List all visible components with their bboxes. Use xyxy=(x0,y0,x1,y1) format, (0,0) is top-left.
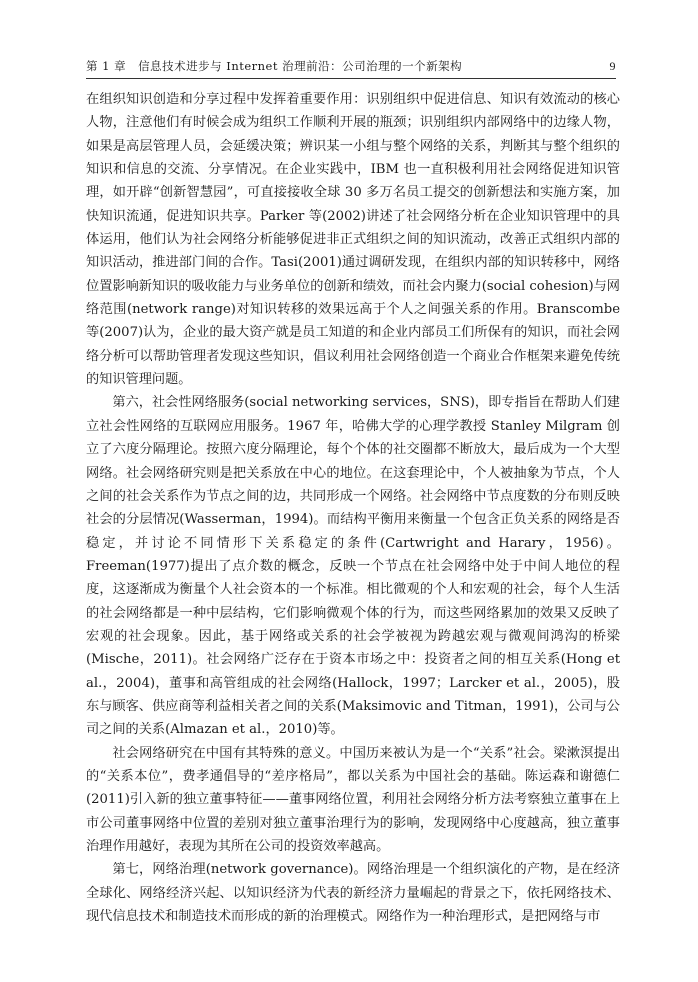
paragraph-1: 在组织知识创造和分享过程中发挥着重要作用：识别组织中促进信息、知识有效流动的核心人物，注意他们有时候会成为组织工作顺利开展的瓶颈；识别组织内部网络中的边缘人物，如果是高层管理人员，会延缓决策；辨识某一小组与整个网络的关系，判断其与整个组织的知识和信息的交流、分享情况。在企业实践中，IBM 也一直积极利用社会网络促进知识管理，如开辟“创新智慧园”，可直接接收全球 30 多万名员工提交的创新想法和实施方案，加快知识流通，促进知识共享。Parker 等(2002)讲述了社会网络分析在企业知识管理中的具体运用，他们认为社会网络分析能够促进非正式组织之间的知识流动，改善正式组织内部的知识活动，推进部门间的合作。Tasi(2001)通过调研发现，在组织内部的知识转移中，网络位置影响新知识的吸收能力与业务单位的创新和绩效，而社会内聚力(social cohesion)与网络范围(network range)对知识转移的效果远高于个人之间强关系的作用。Branscombe 等(2007)认为，企业的最大资产就是员工知道的和企业内部员工们所保有的知识，而社会网络分析可以帮助管理者发现这些知识，倡议利用社会网络创造一个商业合作框架来避免传统的知识管理问题。 xyxy=(86,92,620,388)
paragraph-3: 社会网络研究在中国有其特殊的意义。中国历来被认为是一个“关系”社会。梁漱溟提出的“关系本位”，费孝通倡导的“差序格局”，都以关系为中国社会的基础。陈运森和谢德仁(2011)引入新的独立董事特征——董事网络位置，利用社会网络分析方法考察独立董事在上市公司董事网络中位置的差别对独立董事治理行为的影响，发现网络中心度越高，独立董事治理作用越好，表现为其所在公司的投资效率越高。 xyxy=(86,745,620,854)
page-number: 9 xyxy=(609,59,616,73)
chapter-title: 第 1 章 信息技术进步与 Internet 治理前沿：公司治理的一个新架构 xyxy=(86,59,463,73)
paragraph-2: 第六，社会性网络服务(social networking services，SNS)，即专指旨在帮助人们建立社会性网络的互联网应用服务。1967 年，哈佛大学的心理学教授 Stanley Milgram 创立了六度分隔理论。按照六度分隔理论，每个个体的社交圈都不断放大，最后成为一个大型网络。社会网络研究则是把关系放在中心的地位。在这套理论中，个人被抽象为节点，个人之间的社会关系作为节点之间的边，共同形成一个网络。社会网络中节点度数的分布则反映社会的分层情况(Wasserman，1994)。而结构平衡用来衡量一个包含正负关系的网络是否稳定，并讨论不同情形下关系稳定的条件(Cartwright and Harary，1956)。Freeman(1977)提出了点介数的概念，反映一个节点在社会网络中处于中间人地位的程度，这逐渐成为衡量个人社会资本的一个标准。相比微观的个人和宏观的社会，每个人生活的社会网络都是一种中层结构，它们影响微观个体的行为，而这些网络累加的效果又反映了宏观的社会现象。因此，基于网络或关系的社会学被视为跨越宏观与微观间鸿沟的桥梁(Mische，2011)。社会网络广泛存在于资本市场之中：投资者之间的相互关系(Hong et al.，2004)，董事和高管组成的社会网络(Hallock，1997；Larcker et al.，2005)，股东与顾客、供应商等利益相关者之间的关系(Maksimovic and Titman，1991)，公司与公司之间的关系(Almazan et al.，2010)等。 xyxy=(86,395,620,738)
running-header xyxy=(86,56,616,79)
paragraph-4: 第七，网络治理(network governance)。网络治理是一个组织演化的产物，是在经济全球化、网络经济兴起、以知识经济为代表的新经济力量崛起的背景之下，依托网络技术、现代信息技术和制造技术而形成的新的治理模式。网络作为一种治理形式，是把网络与市 xyxy=(86,862,620,925)
body-text xyxy=(86,88,620,928)
